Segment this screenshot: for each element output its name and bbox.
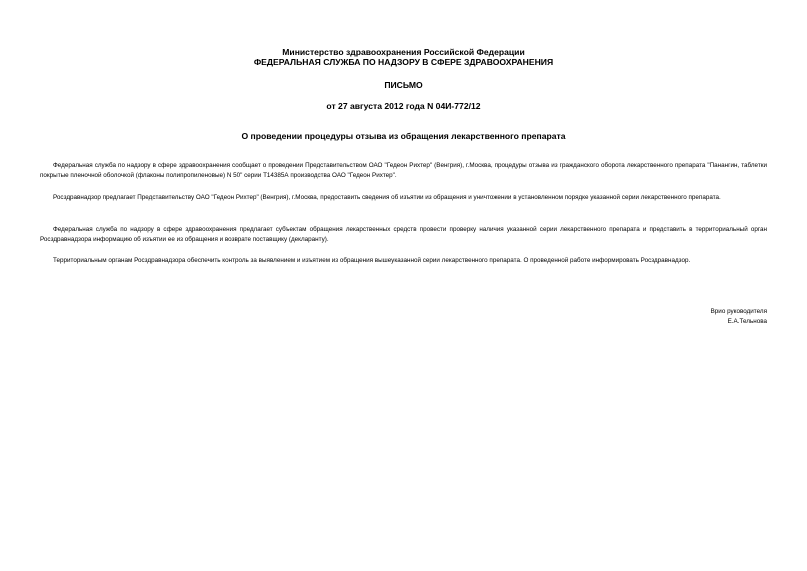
- signature-role: Врио руководителя: [710, 308, 767, 315]
- body-paragraph-3: Федеральная служба по надзору в сфере здравоохранения предлагает субъектам обращения лекарственных средств провести проверку наличия указанной серии лекарственного препарата и представить в территориальный орган Росздравнадзора информацию об изъятии ее из обращения и возврате поставщику (декларанту).: [40, 226, 767, 243]
- signature-name: Е.А.Тельнова: [727, 318, 767, 325]
- document-subject: О проведении процедуры отзыва из обращения лекарственного препарата: [241, 131, 566, 141]
- body-paragraph-1: Федеральная служба по надзору в сфере здравоохранения сообщает о проведении Представительством ОАО "Гедеон Рихтер" (Венгрия), г.Москва, процедуры отзыва из гражданского оборота лекарственного препарата "Панангин, таблетки покрытые пленочной оболочкой (флаконы полипропиленовые) N 50" серии Т14385А производства ОАО "Гедеон Рихтер".: [40, 162, 767, 179]
- document-date-number: от 27 августа 2012 года N 04И-772/12: [326, 101, 481, 111]
- document-type: ПИСЬМО: [384, 80, 423, 90]
- service-name: ФЕДЕРАЛЬНАЯ СЛУЖБА ПО НАДЗОРУ В СФЕРЕ ЗДРАВООХРАНЕНИЯ: [253, 57, 554, 67]
- ministry-name: Министерство здравоохранения Российской Федерации: [282, 47, 525, 57]
- body-paragraph-2: Росздравнадзор предлагает Представительству ОАО "Гедеон Рихтер" (Венгрия), г.Москва, предоставить сведения об изъятии из обращения и уничтожении в установленном порядке указанной серии лекарственного препарата.: [53, 194, 721, 201]
- body-paragraph-4: Территориальным органам Росздравнадзора обеспечить контроль за выявлением и изъятием из обращения вышеуказанной серии лекарственного препарата. О проведенной работе информировать Росздравнадзор.: [53, 257, 691, 264]
